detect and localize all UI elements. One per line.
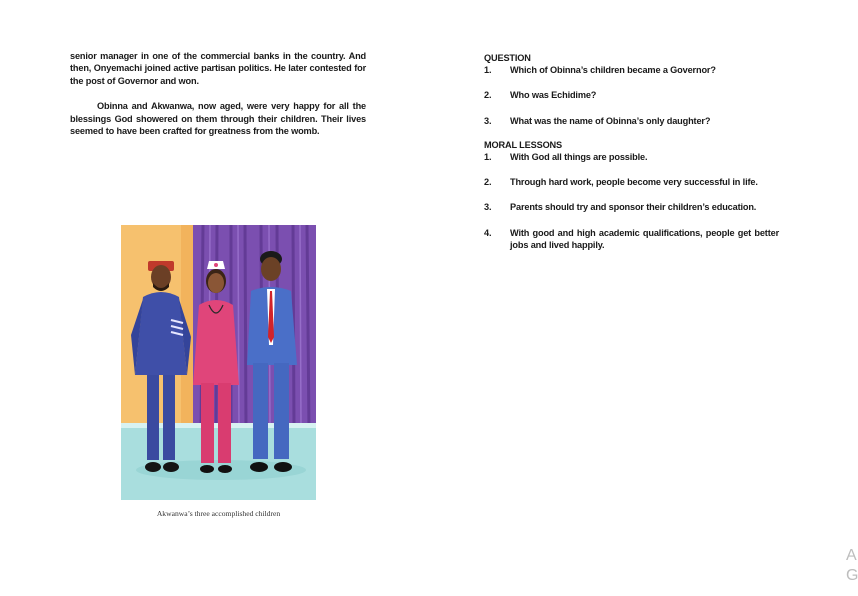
question-text: What was the name of Obinna’s only daughter? (510, 115, 711, 126)
item-number: 1. (484, 152, 492, 163)
list-item (484, 201, 779, 213)
item-number: 4. (484, 227, 492, 238)
item-number: 2. (484, 90, 492, 101)
list-item (484, 115, 779, 127)
questions-list (484, 64, 779, 127)
story-paragraph-1: senior manager in one of the commercial banks in the country. And then, Onyemachi joined active partisan politics. He later contested for the post of Governor and won. (70, 51, 366, 86)
question-text: Which of Obinna’s children became a Governor? (510, 65, 716, 76)
questions-title: QUESTION (484, 53, 531, 63)
moral-lessons-title: MORAL LESSONS (484, 139, 563, 150)
item-number: 3. (484, 115, 492, 126)
edge-letter: G (846, 567, 858, 584)
illustration (121, 225, 316, 500)
list-item (484, 64, 779, 76)
list-item (484, 89, 779, 101)
lesson-text: With good and high academic qualifications, people get better jobs and lived happily. (510, 227, 779, 250)
story-text (70, 50, 366, 137)
item-number: 1. (484, 65, 492, 76)
three-children-illustration (121, 225, 316, 500)
item-number: 2. (484, 177, 492, 188)
story-paragraph-2: Obinna and Akwanwa, now aged, were very happy for all the blessings God showered on them through their children. Their lives seemed to have been crafted for greatness from the womb. (70, 101, 366, 137)
lesson-text: Through hard work, people become very successful in life. (510, 177, 758, 188)
figure-caption: Akwanwa’s three accomplished children (156, 509, 281, 518)
lesson-text: With God all things are possible. (510, 152, 648, 163)
lesson-text: Parents should try and sponsor their children’s education. (510, 202, 757, 213)
edge-letter: A (846, 547, 857, 564)
moral-lessons-list (484, 151, 779, 251)
questions-and-lessons (484, 52, 779, 251)
list-item (484, 176, 779, 188)
list-item (484, 227, 779, 251)
edge-overlay-text (846, 546, 856, 586)
list-item (484, 151, 779, 163)
question-text: Who was Echidime? (510, 90, 597, 101)
item-number: 3. (484, 202, 492, 213)
